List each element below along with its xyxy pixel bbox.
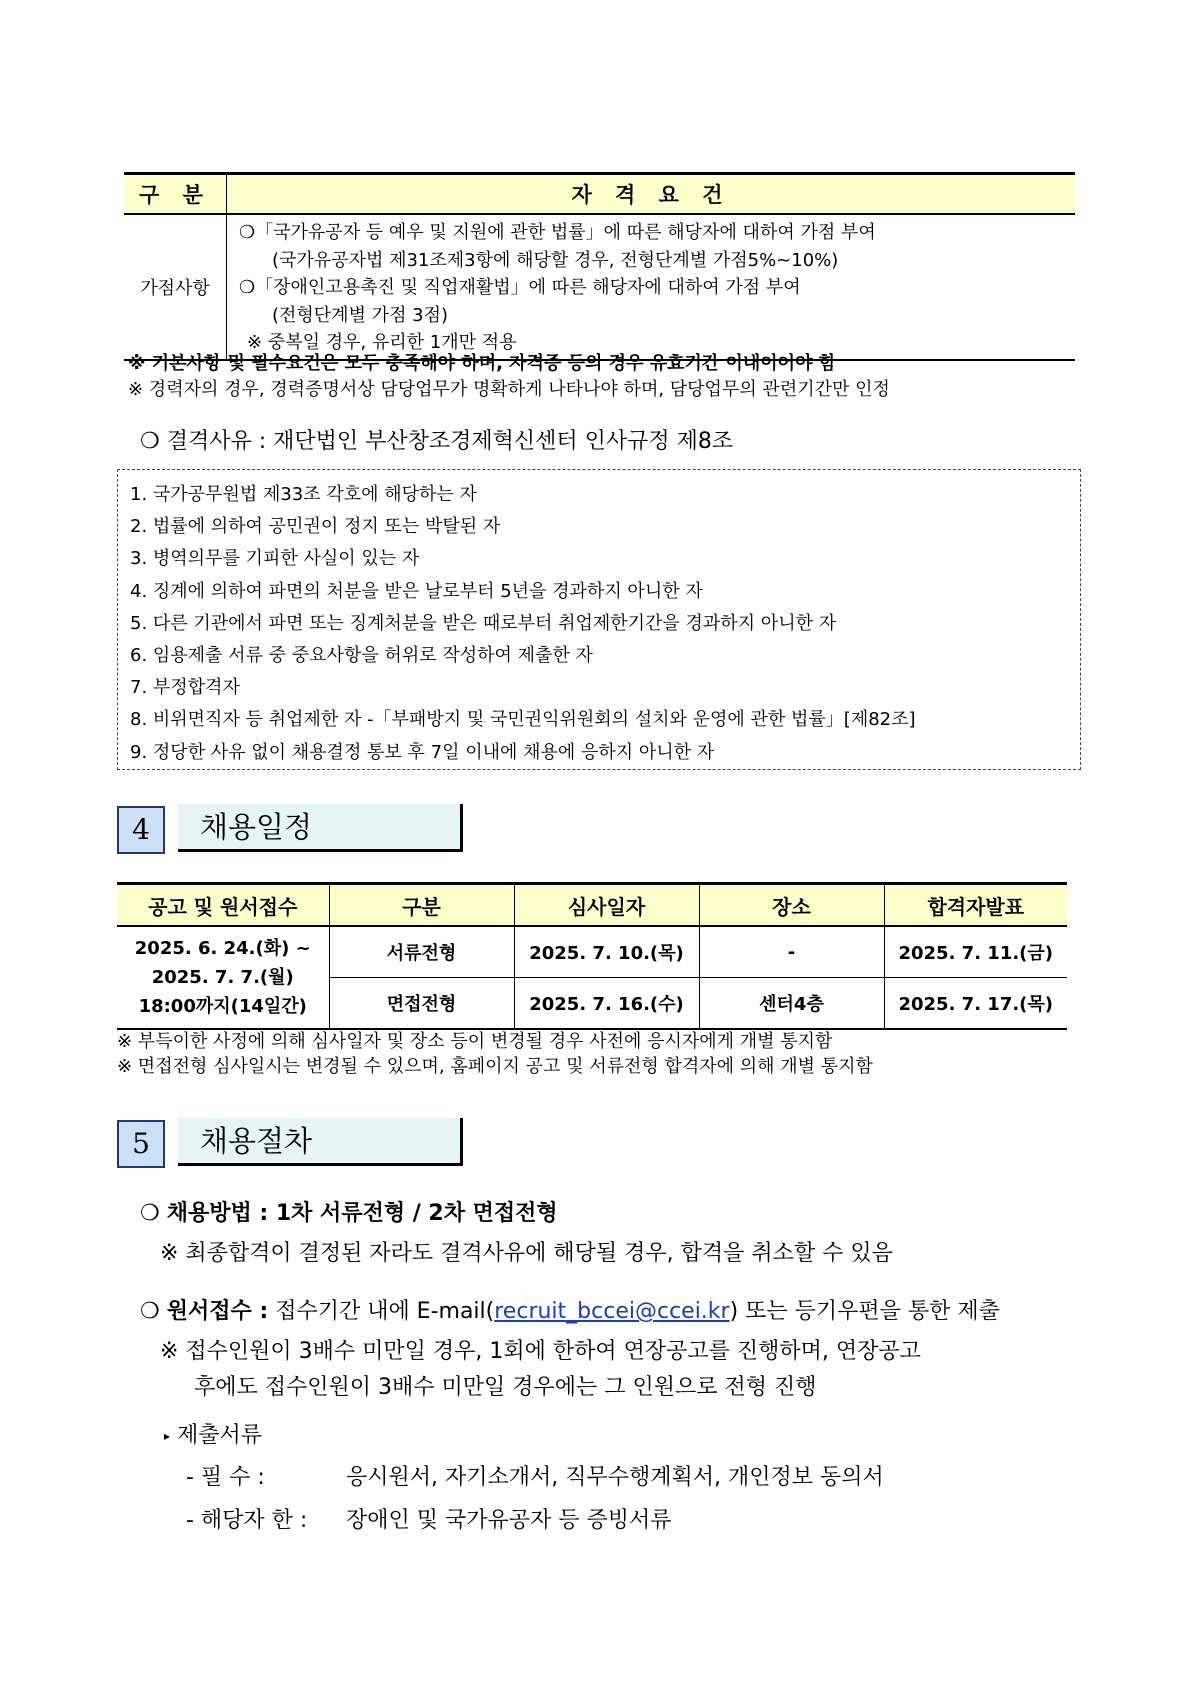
disqualification-item: 7. 부정합격자 (130, 677, 240, 699)
stage-type: 면접전형 (329, 978, 514, 1030)
review-date: 2025. 7. 10.(목) (514, 926, 699, 978)
method-line (140, 1196, 558, 1227)
application-period (117, 926, 329, 1029)
method-note: ※ 최종합격이 결정된 자라도 결격사유에 해당될 경우, 합격을 취소할 수 있음 (160, 1241, 893, 1266)
qual-header-requirements: 자 격 요 건 (227, 174, 1076, 215)
bullet-icon: ❍ (140, 1299, 167, 1324)
schedule-note: ※ 면접전형 심사일시는 변경될 수 있으며, 홈페이지 공고 및 서류전형 합격자에 의해 개별 통지함 (117, 1056, 873, 1077)
disqualification-item: 2. 법률에 의하여 공민권이 정지 또는 박탈된 자 (130, 516, 501, 538)
disqualification-heading: ❍ 결격사유 : 재단법인 부산창조경제혁신센터 인사규정 제8조 (140, 429, 734, 454)
apply-text-pre: 접수기간 내에 E-mail( (275, 1299, 495, 1324)
qual-line: (국가유공자법 제31조제3항에 해당할 경우, 전형단계별 가점5%~10%) (272, 249, 839, 271)
review-place: - (699, 926, 884, 978)
apply-label: 원서접수 : (166, 1299, 269, 1324)
review-date: 2025. 7. 16.(수) (514, 978, 699, 1030)
apply-note-cont: 후에도 접수인원이 3배수 미만일 경우에는 그 인원으로 전형 진행 (194, 1375, 817, 1400)
apply-text-post: ) 또는 등기우편을 통한 제출 (729, 1299, 1000, 1324)
qual-line: ❍「국가유공자 등 예우 및 지원에 관한 법률」에 따른 해당자에 대하여 가점 부여 (239, 222, 876, 243)
section-4-number: 4 (117, 806, 165, 854)
note-career: ※ 경력자의 경우, 경력증명서상 담당업무가 명확하게 나타나야 하며, 담당업무의 관련기간만 인정 (128, 379, 890, 400)
qual-row-label: 가점사항 (124, 214, 227, 360)
period-line: 18:00까지(14일간) (138, 996, 307, 1017)
qual-header-category: 구 분 (124, 174, 227, 215)
review-place: 센터4층 (699, 978, 884, 1030)
section-4-title: 채용일정 (178, 804, 463, 852)
disqualification-item: 8. 비위면직자 등 취업제한 자 -「부패방지 및 국민권익위원회의 설치와 운영에 관한 법률」[제82조] (130, 709, 916, 731)
disqualification-box (117, 469, 1081, 770)
disqualification-item: 4. 징계에 의하여 파면의 처분을 받은 날로부터 5년을 경과하지 아니한 자 (130, 580, 703, 602)
disqualification-item: 3. 병역의무를 기피한 사실이 있는 자 (130, 548, 420, 570)
note-basic-requirements: ※ 기본사항 및 필수요건은 모두 충족해야 하며, 자격증 등의 경우 유효기간 이내이어야 함 (128, 353, 837, 374)
qualification-table (124, 172, 1075, 361)
doc-required (186, 1460, 884, 1491)
doc-applicable (186, 1503, 672, 1534)
section-5-number: 5 (117, 1120, 165, 1168)
schedule-header: 합격자발표 (884, 884, 1067, 927)
email-link[interactable]: recruit_bccei@ccei.kr (494, 1299, 730, 1324)
qual-row-content (227, 214, 1076, 360)
method-label: 채용방법 : 1차 서류전형 / 2차 면접전형 (166, 1201, 558, 1226)
schedule-header: 장소 (699, 884, 884, 927)
disqualification-item: 5. 다른 기관에서 파면 또는 징계처분을 받은 때로부터 취업제한기간을 경과하지 아니한 자 (130, 612, 837, 634)
schedule-header: 구분 (329, 884, 514, 927)
schedule-header: 공고 및 원서접수 (117, 884, 329, 927)
disqualification-item: 6. 임용제출 서류 중 중요사항을 허위로 작성하여 제출한 자 (130, 645, 593, 667)
schedule-note: ※ 부득이한 사정에 의해 심사일자 및 장소 등이 변경될 경우 사전에 응시자에게 개별 통지함 (117, 1031, 833, 1052)
qual-line: (전형단계별 가점 3점) (272, 304, 449, 326)
result-date: 2025. 7. 17.(목) (884, 978, 1067, 1030)
schedule-table (117, 882, 1067, 1030)
qual-line: ❍「장애인고용촉진 및 직업재활법」에 따른 해당자에 대하여 가점 부여 (239, 277, 801, 298)
doc-label: - 해당자 한 : (186, 1508, 308, 1533)
period-line: 2025. 6. 24.(화) ~ (134, 938, 311, 959)
period-line: 2025. 7. 7.(월) (151, 967, 294, 988)
doc-text: 장애인 및 국가유공자 등 증빙서류 (346, 1508, 672, 1533)
doc-label: - 필 수 : (186, 1465, 265, 1490)
docs-heading (164, 1418, 262, 1449)
bullet-icon: ❍ (140, 1201, 167, 1226)
triangle-bullet-icon: ▸ (164, 1429, 171, 1443)
stage-type: 서류전형 (329, 926, 514, 978)
apply-note: ※ 접수인원이 3배수 미만일 경우, 1회에 한하여 연장공고를 진행하며, 연장공고 (160, 1339, 921, 1364)
schedule-header: 심사일자 (514, 884, 699, 927)
apply-line (140, 1294, 1000, 1325)
qual-line: ※ 중복일 경우, 유리한 1개만 적용 (247, 332, 517, 353)
section-5-title: 채용절차 (178, 1118, 463, 1166)
docs-label: 제출서류 (177, 1423, 263, 1448)
result-date: 2025. 7. 11.(금) (884, 926, 1067, 978)
doc-text: 응시원서, 자기소개서, 직무수행계획서, 개인정보 동의서 (346, 1465, 884, 1490)
disqualification-item: 9. 정당한 사유 없이 채용결정 통보 후 7일 이내에 채용에 응하지 아니한 자 (130, 741, 715, 763)
disqualification-item: 1. 국가공무원법 제33조 각호에 해당하는 자 (130, 484, 477, 505)
